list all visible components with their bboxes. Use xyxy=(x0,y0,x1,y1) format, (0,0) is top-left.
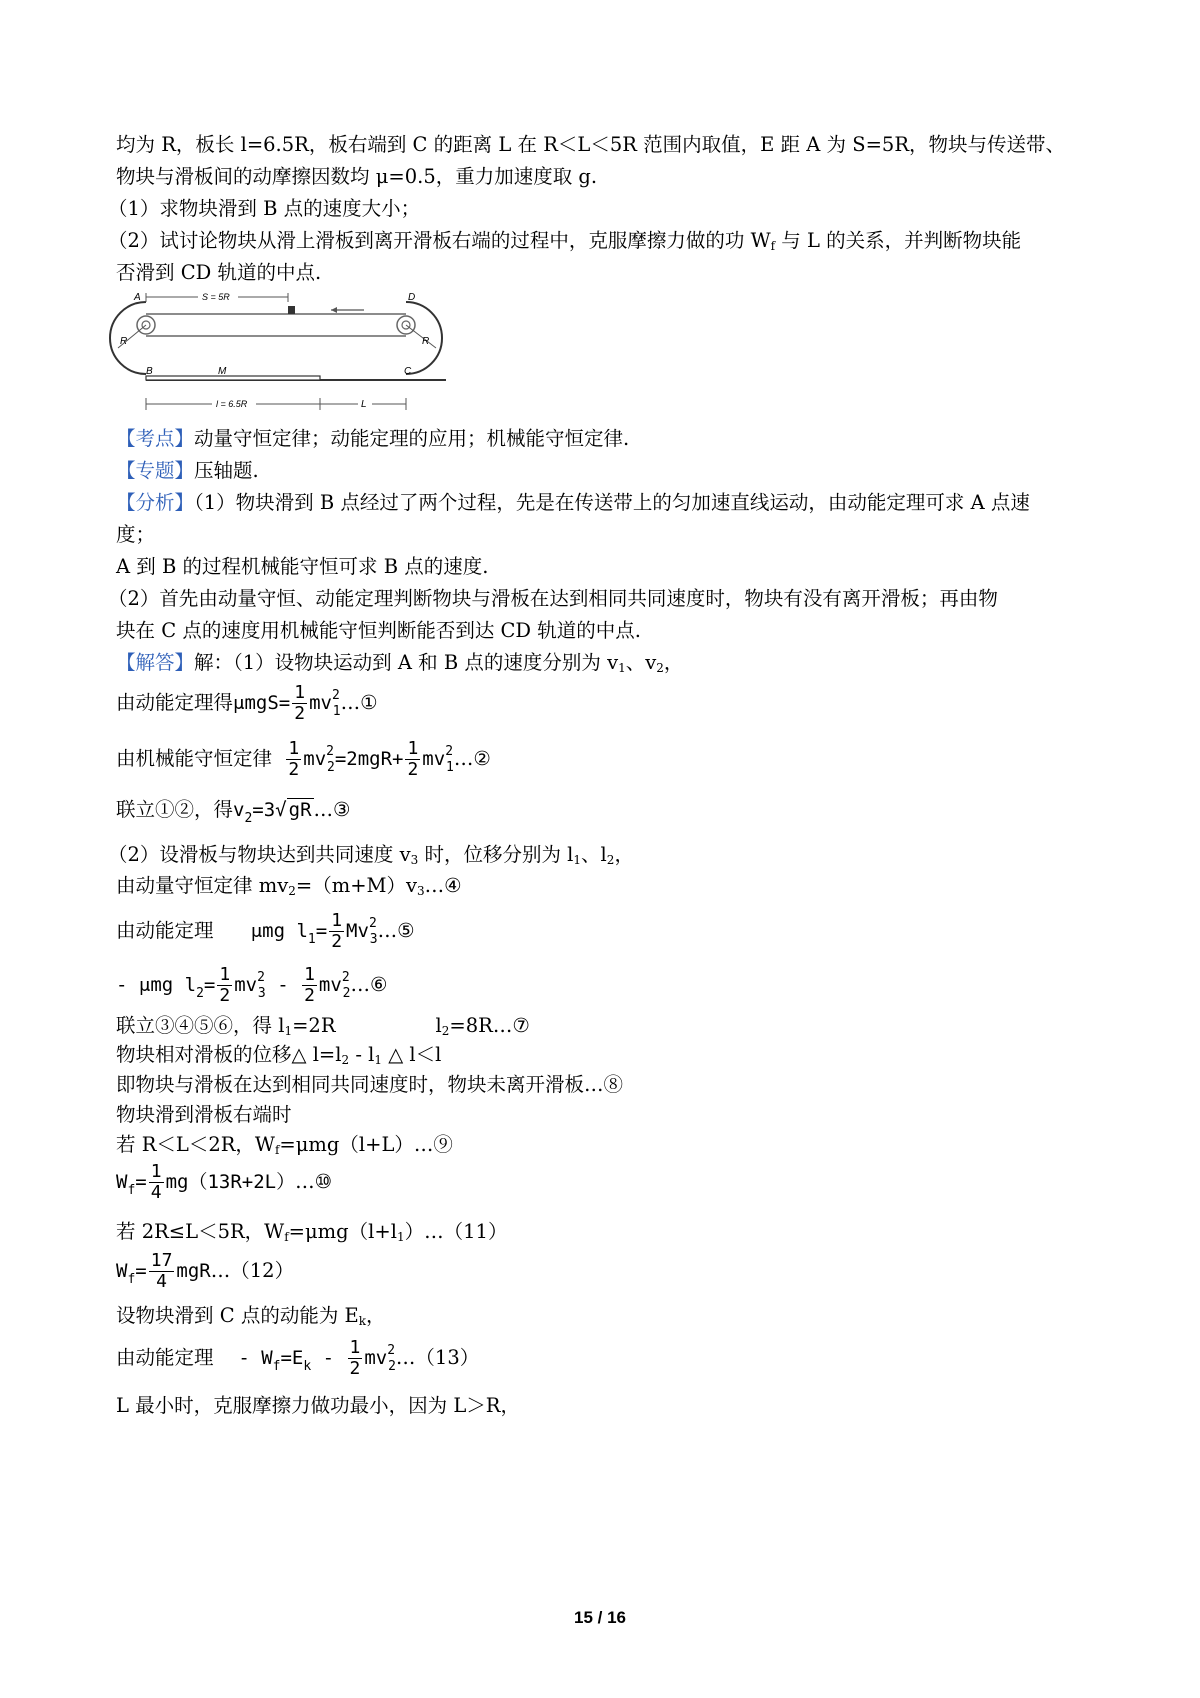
relative-displacement: 物块相对滑板的位移△ $l=l_2 - l_1$ △ l＜l xyxy=(116,1043,442,1067)
equation-1: 由动能定理得μmgS= $\frac{1}{2}$ $mv^2_1\dots ①$ xyxy=(116,682,378,724)
label-B: B xyxy=(146,366,153,377)
label-C: C xyxy=(404,366,412,377)
equation-12: $W_f=$ $\frac{17}{4}$ mgR…（12） xyxy=(116,1250,295,1292)
problem-line-1: 均为 R，板长 l=6.5R，板右端到 C 的距离 L 在 R＜L＜5R 范围内取值，E 距 A 为 S=5R，物块与传送带、 xyxy=(116,133,1066,156)
question-1: （1）求物块滑到 B 点的速度大小； xyxy=(108,197,421,220)
fenxi-line-5: 块在 C 点的速度用机械能守恒判断能否到达 CD 轨道的中点. xyxy=(116,619,641,642)
equation-4: 由动量守恒定律 $mv_2=(m+M)v_3\dots ④$ xyxy=(116,874,462,898)
label-L: L xyxy=(361,399,367,410)
equation-10: $W_f=$ $\frac{1}{4}$ mg（13R+2L）…⑩ xyxy=(116,1161,333,1203)
label-M: M xyxy=(218,366,227,377)
ek-definition: 设物块滑到 C 点的动能为 $E_k$， xyxy=(116,1304,386,1328)
fenxi-line-1: 【分析】（1）物块滑到 B 点经过了两个过程，先是在传送带上的匀加速直线运动，由动能定理可求 A 点速 xyxy=(116,491,1030,514)
kaodian: 【考点】动量守恒定律；动能定理的应用；机械能守恒定律. xyxy=(116,427,630,450)
equation-13: 由动能定理 - $W_f=E_k$ - $\frac{1}{2}$ $mv^2_2\dots(13)$ xyxy=(116,1337,480,1379)
label-D: D xyxy=(408,292,416,303)
label-R-left: R xyxy=(120,336,128,347)
fenxi-tag: 【分析】 xyxy=(116,491,195,514)
equation-3: 联立①②，得$v_2=3√$ gR …③ xyxy=(116,798,351,826)
case-1: 若 R＜L＜2R，$W_f=\mu mg(l+L)\dots ⑨$ xyxy=(116,1133,453,1157)
equation-6: - μmg $l_2=$ $\frac{1}{2}$ $mv^2_3$ - $\frac{1}{2}$ $mv^2_2\dots ⑥$ xyxy=(116,964,388,1006)
fenxi-line-2: 度； xyxy=(116,523,156,546)
zhuanti: 【专题】压轴题. xyxy=(116,459,259,482)
label-S: S = 5R xyxy=(202,292,230,302)
problem-line-2: 物块与滑板间的动摩擦因数均 μ=0.5，重力加速度取 g. xyxy=(116,165,598,188)
label-l: l = 6.5R xyxy=(216,399,248,409)
part-2-intro: （2）设滑板与物块达到共同速度 $v_3$ 时，位移分别为 $l_1$、$l_2$， xyxy=(108,843,634,867)
solution-line-8: 即物块与滑板在达到相同共同速度时，物块未离开滑板…⑧ xyxy=(116,1073,624,1096)
jieda-intro: 【解答】解：（1）设物块运动到 A 和 B 点的速度分别为 $v_1$、$v_2$， xyxy=(116,651,684,675)
fenxi-line-3: A 到 B 的过程机械能守恒可求 B 点的速度. xyxy=(116,555,489,578)
solution-line-9: 物块滑到滑板右端时 xyxy=(116,1103,292,1126)
fenxi-line-4: （2）首先由动量守恒、动能定理判断物块与滑板在达到相同共同速度时，物块有没有离开滑板；再由物 xyxy=(108,587,998,610)
kaodian-tag: 【考点】 xyxy=(116,427,195,450)
case-2: 若 2R≤L＜5R，$W_f=\mu mg(l+l_1)\dots(11)$ xyxy=(116,1220,508,1244)
question-2-line-1: （2）试讨论物块从滑上滑板到离开滑板右端的过程中，克服摩擦力做的功 $W_f$ 与 L 的关系，并判断物块能 xyxy=(108,229,1022,253)
zhuanti-tag: 【专题】 xyxy=(116,459,195,482)
label-A: A xyxy=(134,292,141,303)
jieda-tag: 【解答】 xyxy=(116,651,195,674)
page-number: 15 / 16 xyxy=(574,1608,626,1627)
question-2-line-2: 否滑到 CD 轨道的中点. xyxy=(116,261,322,284)
label-R-right: R xyxy=(422,336,430,347)
conveyor-figure xyxy=(106,292,468,422)
equation-7: 联立③④⑤⑥，得 $l_1=2R$ $l_2=8R\dots ⑦$ xyxy=(116,1014,530,1038)
equation-2: 由机械能守恒定律 $\frac{1}{2}$ $mv^2_2=2mgR+$ $\frac{1}{2}$ $mv^2_1\dots ②$ xyxy=(116,738,491,780)
solution-last-line: L 最小时，克服摩擦力做功最小，因为 L＞R， xyxy=(116,1394,520,1417)
equation-5: 由动能定理 μmg $l_1=$ $\frac{1}{2}$ $Mv^2_3\dots ⑤$ xyxy=(116,910,415,952)
